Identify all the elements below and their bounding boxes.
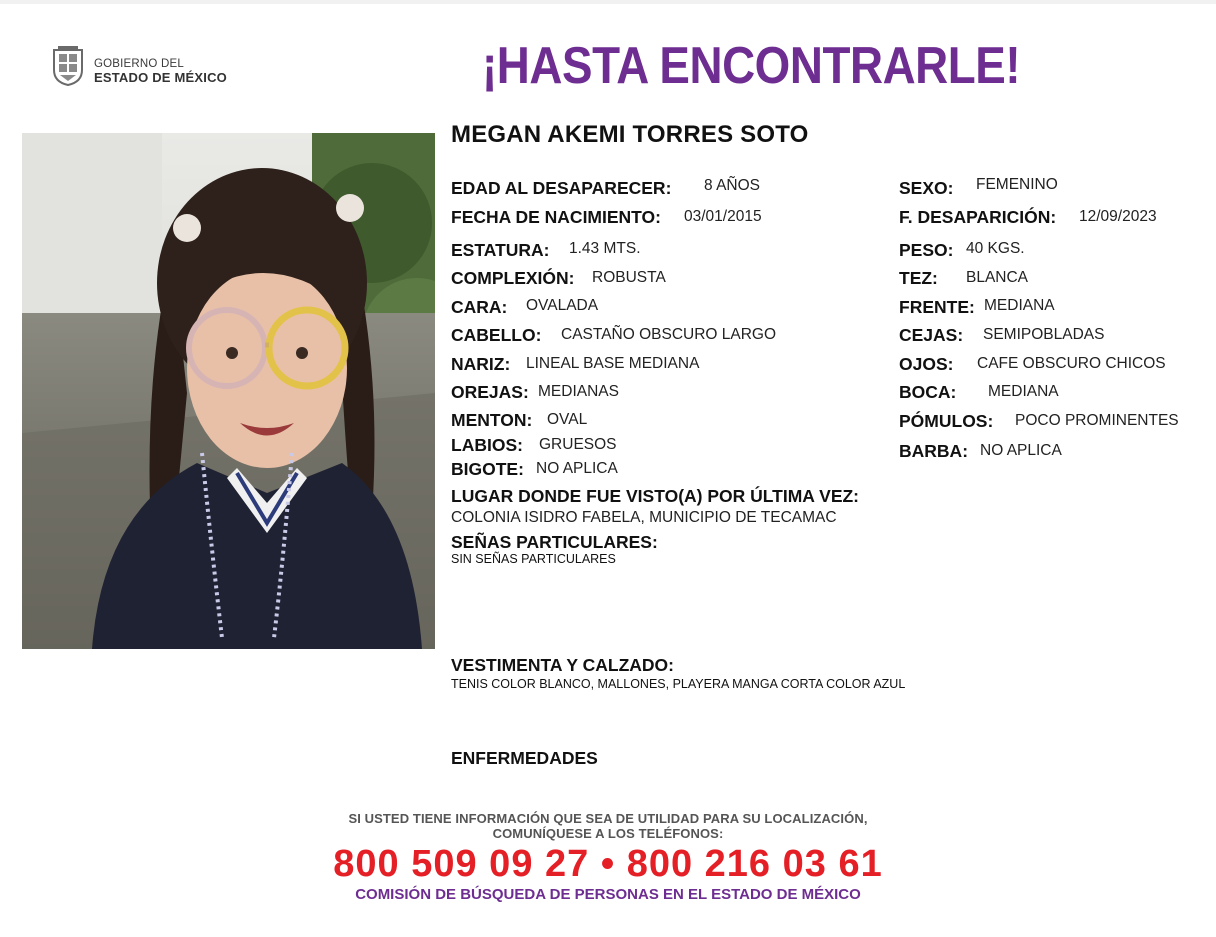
clothing-value: TENIS COLOR BLANCO, MALLONES, PLAYERA MANGA CORTA COLOR AZUL [451, 677, 906, 691]
footer-note-line2: COMUNÍQUESE A LOS TELÉFONOS: [492, 826, 724, 841]
field-label-sex: SEXO: [899, 178, 954, 198]
field-label-eyebrows: CEJAS: [899, 325, 964, 345]
field-label-lips: LABIOS: [451, 435, 523, 455]
field-value-birthdate: 03/01/2015 [684, 208, 762, 225]
commission-name: COMISIÓN DE BÚSQUEDA DE PERSONAS EN EL ESTADO DE MÉXICO [355, 886, 861, 903]
field-value-face: OVALADA [526, 297, 599, 314]
headline: ¡HASTA ENCONTRARLE! [482, 37, 1021, 95]
field-label-eyes: OJOS: [899, 354, 954, 374]
field-value-hair: CASTAÑO OBSCURO LARGO [561, 326, 777, 343]
field-label-ears: OREJAS: [451, 382, 529, 402]
last-seen-value: COLONIA ISIDRO FABELA, MUNICIPIO DE TECAMAC [451, 509, 837, 526]
logo-line2: ESTADO DE MÉXICO [94, 70, 227, 85]
field-label-face: CARA: [451, 297, 508, 317]
missing-person-photo [22, 133, 435, 649]
field-label-mustache: BIGOTE: [451, 459, 524, 479]
field-label-beard: BARBA: [899, 441, 969, 461]
field-value-weight: 40 KGS. [966, 240, 1025, 257]
field-label-build: COMPLEXIÓN: [451, 268, 575, 288]
field-label-complexion: TEZ: [899, 268, 938, 288]
field-value-ears: MEDIANAS [538, 383, 619, 400]
field-label-nose: NARIZ: [451, 354, 511, 374]
person-name: MEGAN AKEMI TORRES SOTO [451, 121, 809, 148]
field-label-forehead: FRENTE: [899, 297, 975, 317]
field-value-mustache: NO APLICA [536, 460, 618, 477]
field-label-weight: PESO: [899, 240, 954, 260]
distinguishing-marks-value: SIN SEÑAS PARTICULARES [451, 552, 616, 566]
field-value-eyebrows: SEMIPOBLADAS [983, 326, 1105, 343]
field-value-eyes: CAFE OBSCURO CHICOS [977, 355, 1166, 372]
last-seen-label: LUGAR DONDE FUE VISTO(A) POR ÚLTIMA VEZ: [451, 486, 860, 506]
field-value-lips: GRUESOS [539, 436, 617, 453]
field-label-height: ESTATURA: [451, 240, 550, 260]
field-value-disappearance-date: 12/09/2023 [1079, 208, 1157, 225]
field-value-age: 8 AÑOS [704, 177, 760, 194]
clothing-label: VESTIMENTA Y CALZADO: [451, 655, 674, 675]
top-border [0, 0, 1216, 4]
field-label-cheekbones: PÓMULOS: [899, 411, 994, 431]
field-label-chin: MENTON: [451, 410, 533, 430]
field-label-hair: CABELLO: [451, 325, 542, 345]
field-value-nose: LINEAL BASE MEDIANA [526, 355, 700, 372]
field-label-age: EDAD AL DESAPARECER: [451, 178, 672, 198]
illnesses-label: ENFERMEDADES [451, 748, 598, 768]
field-value-complexion: BLANCA [966, 269, 1029, 286]
field-label-birthdate: FECHA DE NACIMIENTO: [451, 207, 661, 227]
state-seal-icon [50, 44, 86, 86]
field-value-mouth: MEDIANA [988, 383, 1059, 400]
field-value-sex: FEMENINO [976, 176, 1058, 193]
field-value-height: 1.43 MTS. [569, 240, 641, 257]
field-value-build: ROBUSTA [592, 269, 666, 286]
logo-line1: GOBIERNO DEL [94, 58, 184, 70]
government-logo [50, 44, 240, 88]
field-value-chin: OVAL [547, 411, 588, 428]
field-value-cheekbones: POCO PROMINENTES [1015, 412, 1179, 429]
distinguishing-marks-label: SEÑAS PARTICULARES: [451, 532, 658, 552]
footer-note-line1: SI USTED TIENE INFORMACIÓN QUE SEA DE UTILIDAD PARA SU LOCALIZACIÓN, [348, 811, 868, 826]
field-label-disappearance-date: F. DESAPARICIÓN: [899, 207, 1057, 227]
contact-phones: 800 509 09 27 • 800 216 03 61 [333, 843, 883, 885]
field-label-mouth: BOCA: [899, 382, 957, 402]
field-value-beard: NO APLICA [980, 442, 1062, 459]
field-value-forehead: MEDIANA [984, 297, 1055, 314]
